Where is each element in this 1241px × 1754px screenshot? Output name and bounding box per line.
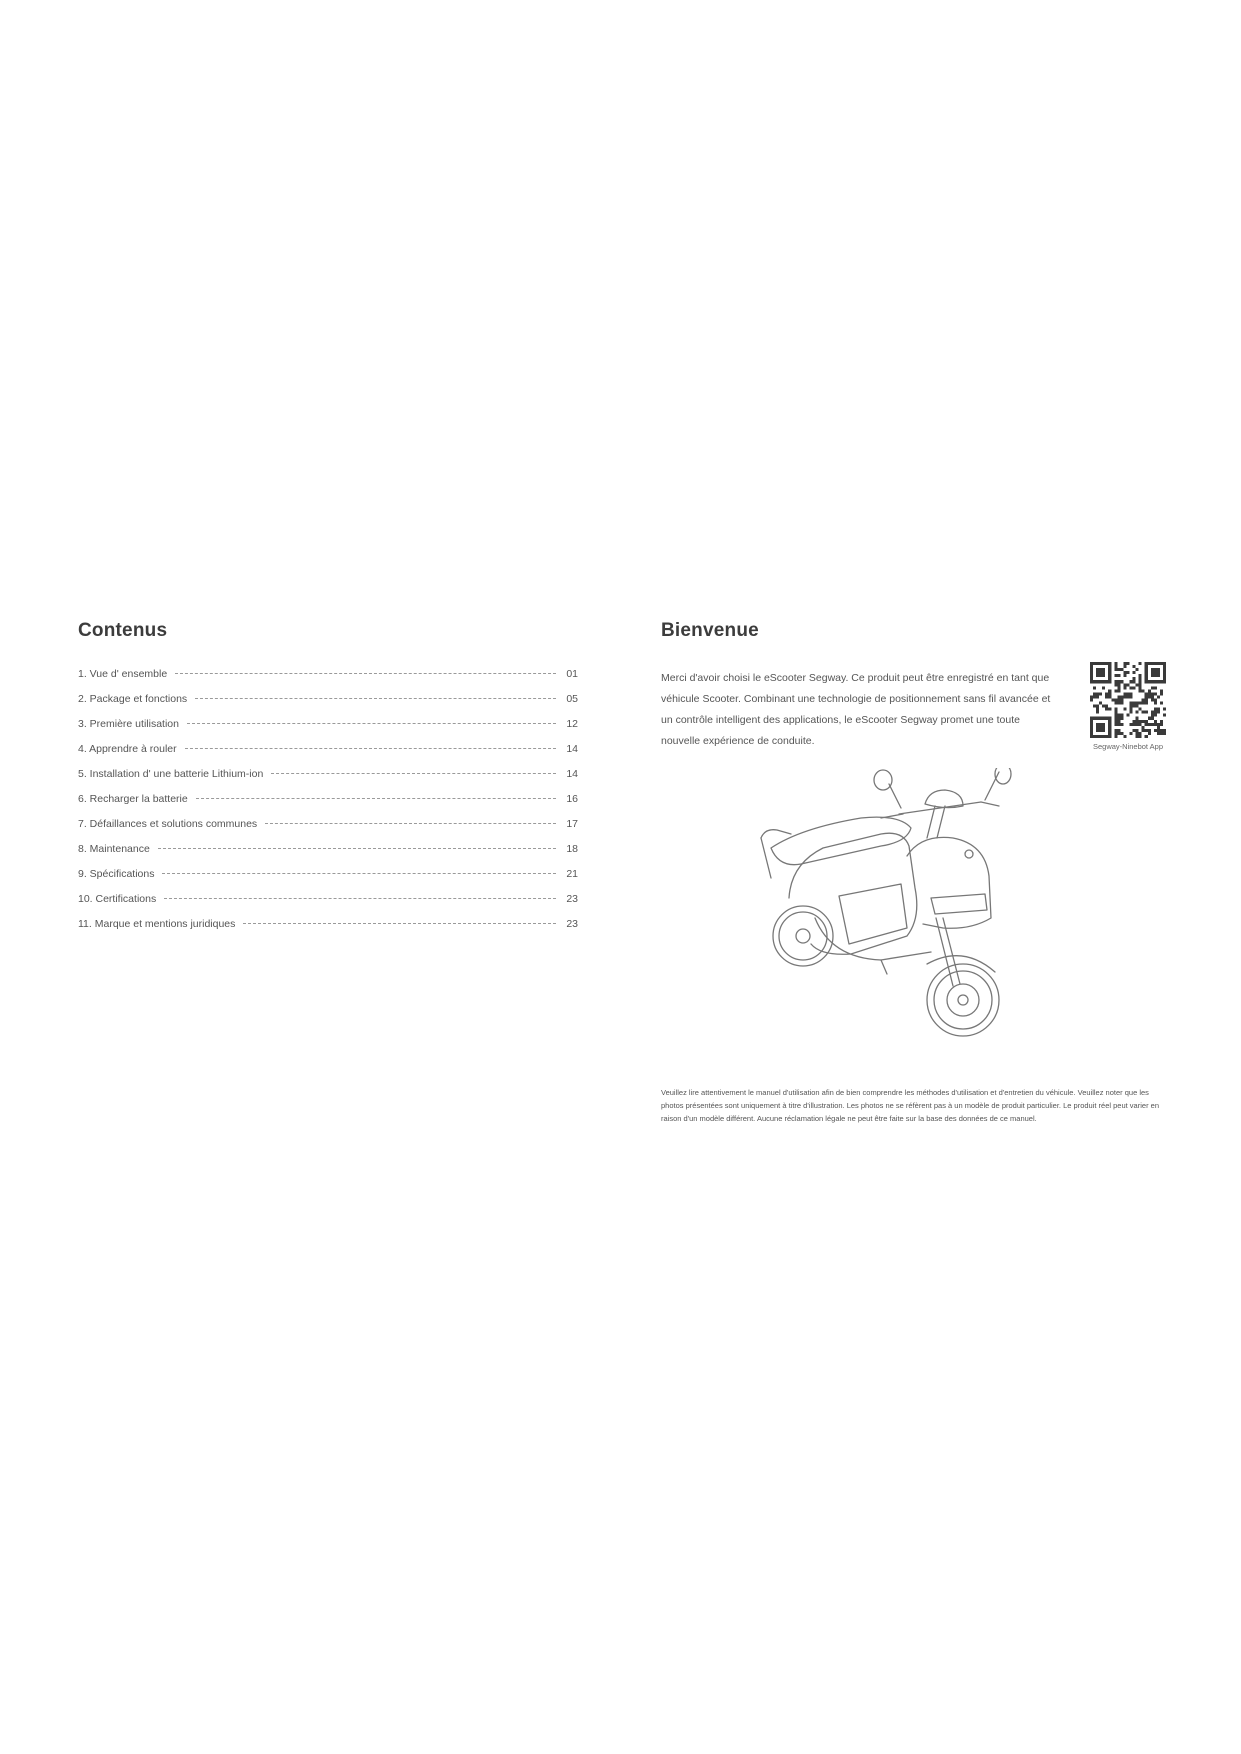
toc-entry-title: 2. Package et fonctions xyxy=(78,693,188,705)
scooter-illustration xyxy=(731,768,1031,1068)
toc-entry-page: 21 xyxy=(566,868,578,880)
toc-entry-page: 01 xyxy=(566,668,578,680)
dotted-leader xyxy=(158,848,556,849)
toc-entry xyxy=(78,843,578,868)
toc-entry xyxy=(78,918,578,943)
toc-entry xyxy=(78,693,578,718)
dotted-leader xyxy=(187,723,556,724)
welcome-intro: Merci d'avoir choisi le eScooter Segway. Ce produit peut être enregistré en tant que véhicule Scooter. Combinant une technologie de positionnement sans fil avancée et un contrôle intelligent des applications, le eScooter Segway promet une toute nouvelle expérience de conduite. xyxy=(661,672,1051,747)
toc-entry xyxy=(78,893,578,918)
scooter-icon xyxy=(731,768,1031,1068)
toc-entry-title: 6. Recharger la batterie xyxy=(78,793,188,805)
toc-entry xyxy=(78,718,578,743)
toc-entry-page: 14 xyxy=(566,768,578,780)
toc-entry-page: 23 xyxy=(566,893,578,905)
dotted-leader xyxy=(164,898,556,899)
toc-entry-title: 1. Vue d' ensemble xyxy=(78,668,168,680)
contents-heading: Contenus xyxy=(78,620,168,641)
toc-entry-title: 7. Défaillances et solutions communes xyxy=(78,818,258,830)
toc-entry-title: 4. Apprendre à rouler xyxy=(78,743,177,755)
toc-entry-page: 16 xyxy=(566,793,578,805)
welcome-page xyxy=(661,620,1171,1123)
manual-spread xyxy=(58,600,1198,1140)
disclaimer-footnote: Veuillez lire attentivement le manuel d'utilisation afin de bien comprendre les méthodes d'utilisation et d'entretien du véhicule. Veuillez noter que les photos présentées sont uniquement à titre d'illustration. Les photos ne se réfèrent pas à un modèle de produit particulier. Le produit réel peut varier en raison d'un modèle différent. Aucune réclamation légale ne peut être faite sur la base des données de ce manuel. xyxy=(661,1087,1159,1123)
toc-entry-title: 5. Installation d' une batterie Lithium-ion xyxy=(78,768,264,780)
toc-entry-title: 8. Maintenance xyxy=(78,843,150,855)
dotted-leader xyxy=(195,698,556,699)
dotted-leader xyxy=(185,748,556,749)
app-qr-block xyxy=(1087,662,1169,751)
toc-entry-title: 9. Spécifications xyxy=(78,868,155,880)
dotted-leader xyxy=(175,673,556,674)
welcome-heading: Bienvenue xyxy=(661,620,759,641)
qr-code-icon xyxy=(1087,662,1169,738)
toc-entry-page: 12 xyxy=(566,718,578,730)
table-of-contents xyxy=(78,668,578,943)
toc-entry-page: 14 xyxy=(566,743,578,755)
toc-entry xyxy=(78,793,578,818)
toc-entry xyxy=(78,818,578,843)
contents-page xyxy=(78,620,578,943)
dotted-leader xyxy=(271,773,556,774)
dotted-leader xyxy=(162,873,556,874)
toc-entry-title: 11. Marque et mentions juridiques xyxy=(78,918,236,930)
toc-entry-page: 18 xyxy=(566,843,578,855)
toc-entry xyxy=(78,743,578,768)
toc-entry xyxy=(78,768,578,793)
dotted-leader xyxy=(243,923,556,924)
toc-entry xyxy=(78,668,578,693)
dotted-leader xyxy=(196,798,556,799)
toc-entry-page: 23 xyxy=(566,918,578,930)
toc-entry-title: 3. Première utilisation xyxy=(78,718,179,730)
dotted-leader xyxy=(265,823,556,824)
toc-entry-page: 17 xyxy=(566,818,578,830)
qr-caption: Segway-Ninebot App xyxy=(1092,742,1164,751)
toc-entry-page: 05 xyxy=(566,693,578,705)
toc-entry xyxy=(78,868,578,893)
toc-entry-title: 10. Certifications xyxy=(78,893,157,905)
